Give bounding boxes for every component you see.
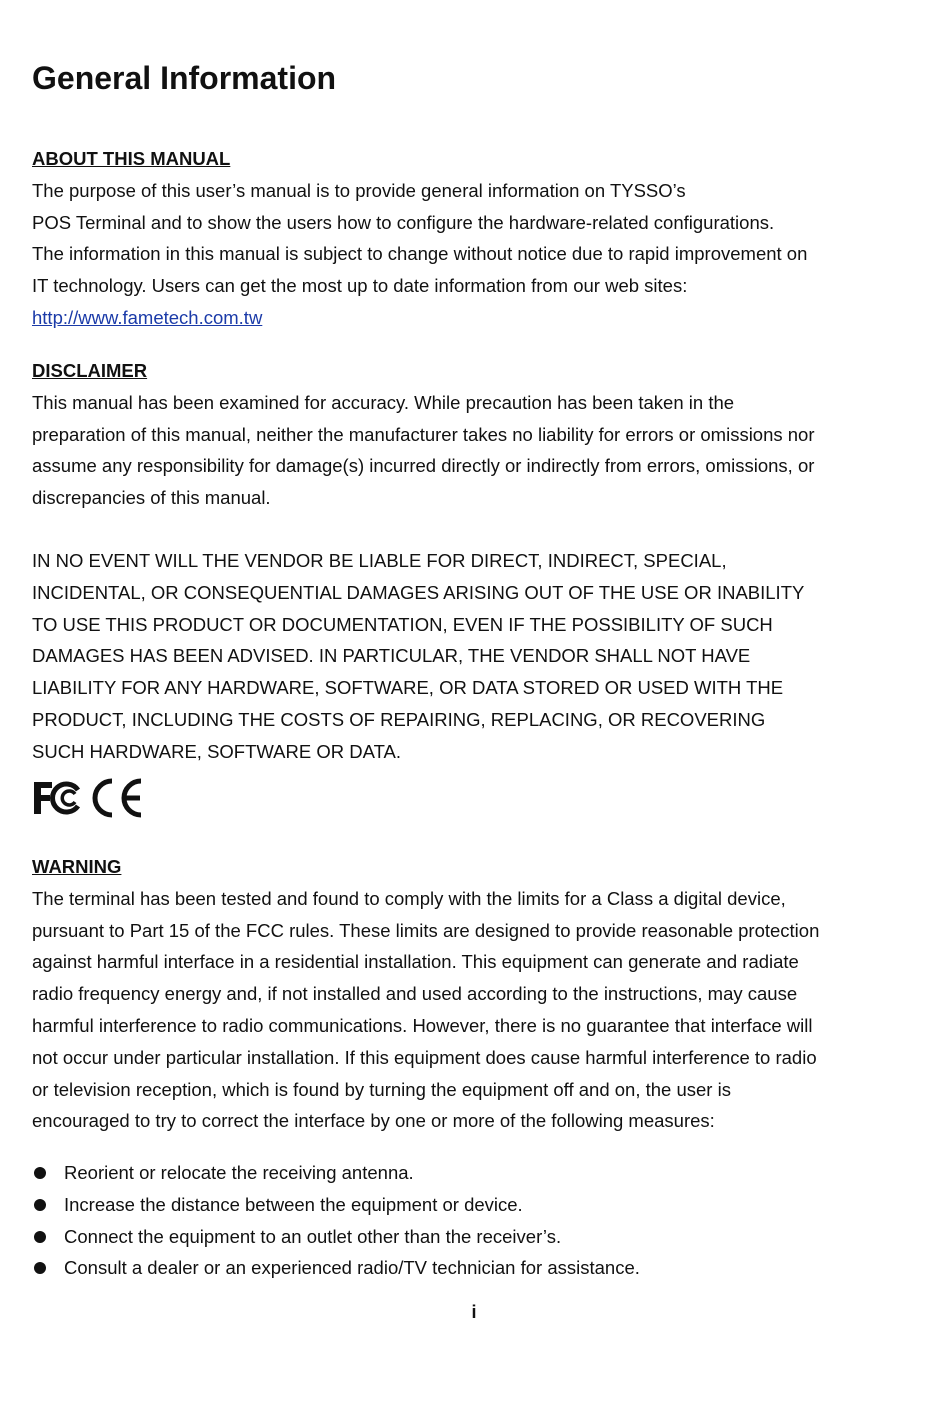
- warning-line: not occur under particular installation. If this equipment does cause harmful interference to radio: [32, 1046, 817, 1068]
- liability-line: DAMAGES HAS BEEN ADVISED. IN PARTICULAR, THE VENDOR SHALL NOT HAVE: [32, 645, 751, 667]
- about-line: POS Terminal and to show the users how to configure the hardware-related configurations.: [32, 211, 775, 233]
- liability-line: IN NO EVENT WILL THE VENDOR BE LIABLE FOR DIRECT, INDIRECT, SPECIAL,: [32, 550, 727, 571]
- measures-section: [32, 1157, 912, 1284]
- about-line: IT technology. Users can get the most up to date information from our web sites:: [32, 275, 688, 297]
- website-link-row: [32, 302, 912, 334]
- website-link[interactable]: http://www.fametech.com.tw: [32, 306, 263, 328]
- about-line: The purpose of this user’s manual is to provide general information on TYSSO’s: [32, 179, 686, 201]
- list-item: [32, 1252, 912, 1284]
- measure-text: Connect the equipment to an outlet other than the receiver’s.: [64, 1225, 562, 1247]
- warning-line: harmful interference to radio communications. However, there is no guarantee that interface will: [32, 1014, 813, 1036]
- liability-line: INCIDENTAL, OR CONSEQUENTIAL DAMAGES ARISING OUT OF THE USE OR INABILITY: [32, 581, 805, 603]
- disclaimer-line: preparation of this manual, neither the manufacturer takes no liability for errors or omissions nor: [32, 423, 815, 445]
- page-number: i: [471, 1302, 477, 1322]
- certification-logos: [32, 774, 144, 822]
- warning-line: or television reception, which is found by turning the equipment off and on, the user is: [32, 1078, 731, 1100]
- about-heading: ABOUT THIS MANUAL: [32, 148, 231, 169]
- warning-line: encouraged to try to correct the interface by one or more of the following measures:: [32, 1110, 715, 1132]
- liability-line: LIABILITY FOR ANY HARDWARE, SOFTWARE, OR DATA STORED OR USED WITH THE: [32, 677, 784, 699]
- fcc-logo: [32, 778, 82, 818]
- list-item: [32, 1189, 912, 1221]
- ce-logo: [88, 776, 144, 820]
- list-item: [32, 1221, 912, 1253]
- warning-heading: WARNING: [32, 856, 122, 877]
- about-section: [32, 143, 912, 334]
- about-line: The information in this manual is subject to change without notice due to rapid improvement on: [32, 243, 808, 265]
- bullet-icon: [34, 1199, 46, 1211]
- page-title: General Information: [32, 60, 337, 96]
- liability-line: SUCH HARDWARE, SOFTWARE OR DATA.: [32, 740, 401, 762]
- warning-line: radio frequency energy and, if not installed and used according to the instructions, may cause: [32, 983, 798, 1005]
- liability-notice: [32, 545, 912, 768]
- measure-text: Reorient or relocate the receiving antenna.: [64, 1162, 414, 1183]
- warning-line: against harmful interface in a residential installation. This equipment can generate and radiate: [32, 951, 799, 973]
- liability-line: TO USE THIS PRODUCT OR DOCUMENTATION, EVEN IF THE POSSIBILITY OF SUCH: [32, 613, 773, 635]
- list-item: [32, 1157, 912, 1189]
- disclaimer-heading: DISCLAIMER: [32, 360, 148, 381]
- bullet-icon: [34, 1167, 46, 1179]
- warning-section: [32, 851, 912, 1137]
- disclaimer-line: discrepancies of this manual.: [32, 487, 271, 509]
- warning-line: pursuant to Part 15 of the FCC rules. These limits are designed to provide reasonable protection: [32, 919, 820, 941]
- bullet-icon: [34, 1231, 46, 1243]
- bullet-icon: [34, 1262, 46, 1274]
- liability-line: PRODUCT, INCLUDING THE COSTS OF REPAIRING, REPLACING, OR RECOVERING: [32, 708, 766, 730]
- warning-line: The terminal has been tested and found to comply with the limits for a Class a digital device,: [32, 887, 786, 909]
- measures-list: [32, 1157, 912, 1284]
- measure-text: Consult a dealer or an experienced radio/TV technician for assistance.: [64, 1257, 640, 1279]
- measure-text: Increase the distance between the equipment or device.: [64, 1193, 523, 1215]
- disclaimer-section: [32, 355, 912, 514]
- disclaimer-line: This manual has been examined for accuracy. While precaution has been taken in the: [32, 391, 735, 413]
- disclaimer-line: assume any responsibility for damage(s) incurred directly or indirectly from errors, omissions, or: [32, 455, 815, 477]
